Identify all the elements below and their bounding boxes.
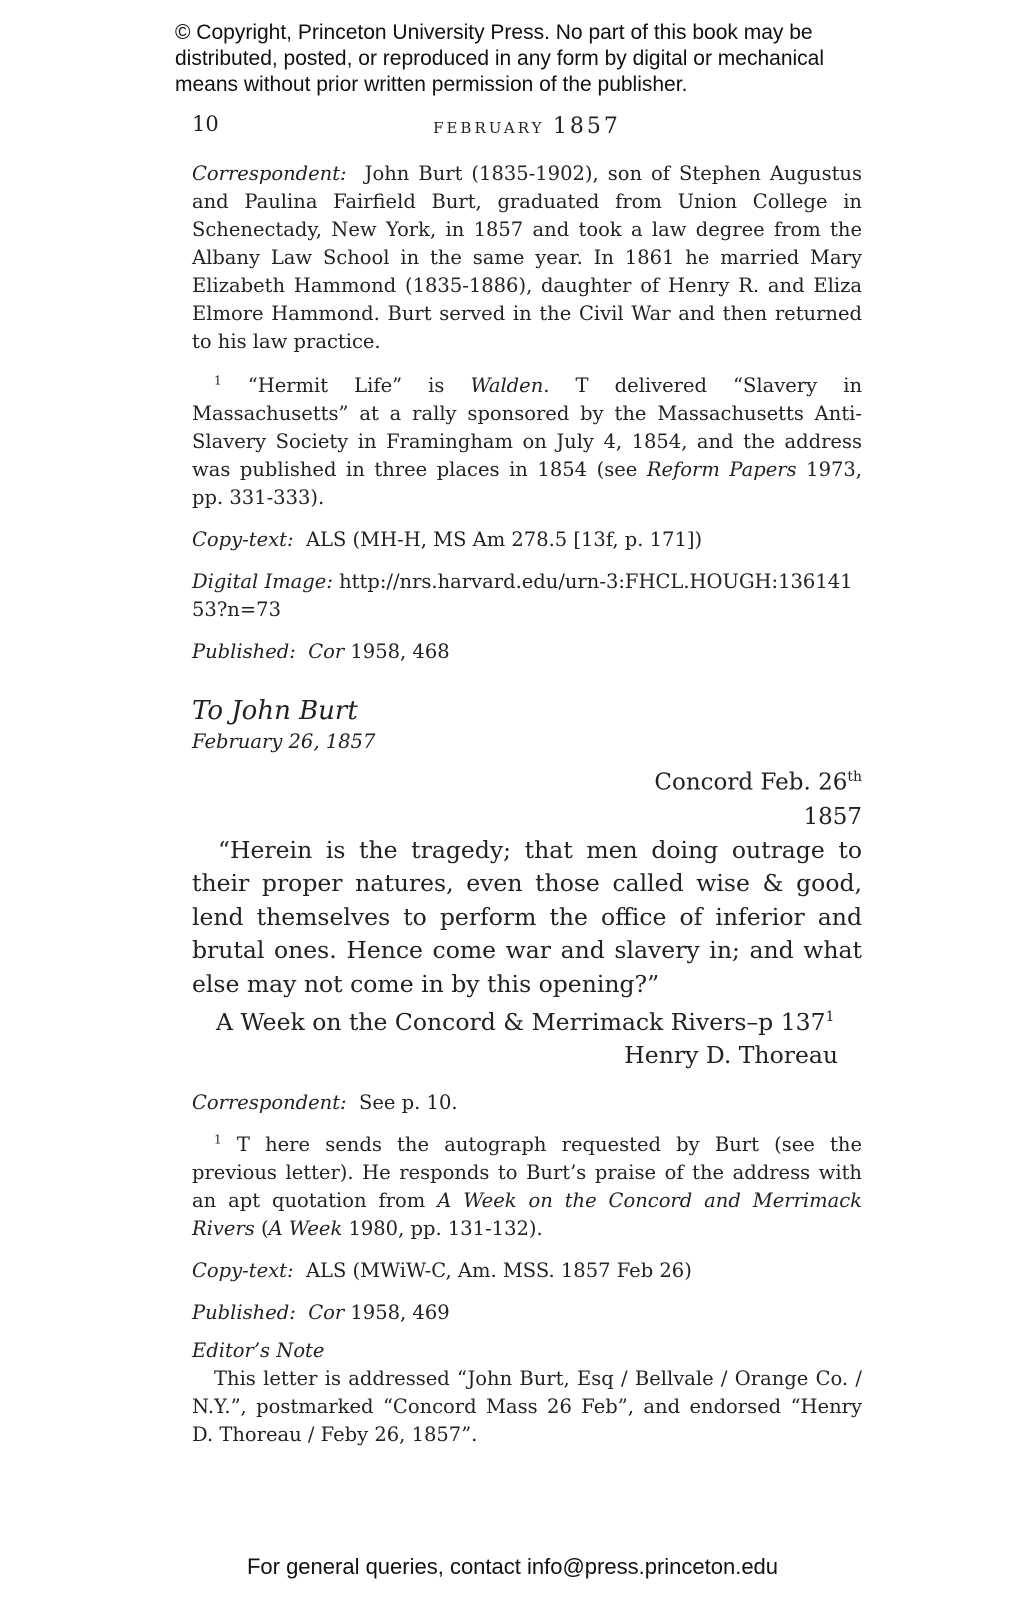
- footnote-title-week: A Week on the Concord and Merrimack Rivers: [192, 1188, 862, 1240]
- running-title-month: february: [433, 114, 545, 139]
- letter-dateline: [192, 760, 862, 800]
- copyright-notice: [175, 20, 895, 98]
- footnote: [192, 372, 862, 512]
- copytext-value: ALS (MWiW-C, Am. MSS. 1857 Feb 26): [305, 1258, 692, 1282]
- letter-source: [192, 1001, 862, 1039]
- footnote-text: 1973, pp. 331-333).: [192, 458, 862, 509]
- published-cor: Cor: [308, 640, 345, 663]
- editor-note-heading: Editor’s Note: [192, 1338, 325, 1362]
- correspondent-note: [192, 160, 862, 356]
- footnote-text: T here sends the autograph requested by Burt (see the previous letter). He responds to Burt’s praise of the address with an apt quotation from: [192, 1132, 862, 1212]
- running-head: [192, 112, 862, 142]
- footnote-2: [192, 1131, 862, 1243]
- copytext-note-2: [192, 1257, 862, 1285]
- published-note: [192, 638, 862, 666]
- editor-note-text: This letter is addressed “John Burt, Esq / Bellvale / Orange Co. / N.Y.”, postmarked “Concord Mass 26 Feb”, and endorsed “Henry D. Thoreau / Feby 26, 1857”.: [192, 1366, 862, 1446]
- source-marker: 1: [825, 1009, 835, 1026]
- digital-image-url: http://nrs.harvard.edu/urn-3:FHCL.HOUGH:13614153?n=73: [192, 570, 853, 621]
- letter-body: “Herein is the tragedy; that men doing outrage to their proper natures, even those called wise & good, lend themselves to perform the office of inferior and brutal ones. Hence come war and slavery in; and what else may not come in by this opening?”: [192, 835, 862, 998]
- correspondent-label: Correspondent:: [192, 162, 347, 185]
- footnote-title-week-short: A Week: [268, 1216, 343, 1240]
- footnote-title-reform: Reform Papers: [646, 458, 797, 481]
- copytext-value: ALS (MH-H, MS Am 278.5 [13f, p. 171]): [305, 528, 703, 551]
- footnote-marker: 1: [214, 373, 222, 388]
- letter-date: February 26, 1857: [192, 730, 376, 753]
- footnote-text: (: [254, 1216, 269, 1240]
- digital-image-label: Digital Image:: [192, 570, 333, 593]
- copyright-line: means without prior written permission of the publisher.: [175, 73, 688, 96]
- letter-title: To John Burt: [192, 696, 358, 726]
- copytext-label: Copy-text:: [192, 1258, 294, 1282]
- footnote-text: 1980, pp. 131-132).: [342, 1216, 543, 1240]
- published-label: Published:: [192, 640, 296, 663]
- footer-contact: For general queries, contact info@press.princeton.edu: [246, 1554, 779, 1579]
- footnote-text: . T delivered “Slavery in Massachusetts” at a rally sponsored by the Massachusetts Anti-Slavery Society in Framingham on July 4, 1854, and the address was published in three places in 1854 (see: [192, 374, 863, 481]
- copyright-line: distributed, posted, or reproduced in any form by digital or mechanical: [175, 47, 825, 70]
- dateline-place: Concord Feb. 26: [654, 769, 848, 796]
- copytext-note: [192, 526, 862, 554]
- page-number: 10: [192, 112, 219, 136]
- published-note-2: [192, 1299, 862, 1327]
- source-text: A Week on the Concord & Merrimack Rivers–p 137: [216, 1007, 826, 1036]
- letter-signature: Henry D. Thoreau: [624, 1041, 838, 1070]
- copytext-label: Copy-text:: [192, 528, 294, 551]
- running-title: [192, 114, 862, 139]
- digital-image-note: [192, 568, 862, 624]
- page-content: [192, 160, 862, 1449]
- correspondent-text: See p. 10.: [359, 1090, 458, 1114]
- published-value: 1958, 468: [344, 640, 450, 663]
- correspondent-text: John Burt (1835-1902), son of Stephen Augustus and Paulina Fairfield Burt, graduated from Union College in Schenectady, New York, in 1857 and took a law degree from the Albany Law School in the same year. In 1861 he married Mary Elizabeth Hammond (1835-1886), daughter of Henry R. and Eliza Elmore Hammond. Burt served in the Civil War and then returned to his law practice.: [192, 162, 862, 353]
- published-cor: Cor: [308, 1300, 345, 1324]
- footnote-text: “Hermit Life” is: [247, 374, 471, 397]
- running-title-year: 1857: [552, 114, 621, 139]
- dateline-year: 1857: [803, 803, 862, 830]
- correspondent-note-2: [192, 1089, 862, 1117]
- copyright-line: © Copyright, Princeton University Press. No part of this book may be: [175, 21, 813, 44]
- dateline-sup: th: [847, 769, 862, 785]
- published-label: Published:: [192, 1300, 296, 1324]
- footnote-title-walden: Walden: [470, 374, 544, 397]
- published-value: 1958, 469: [344, 1300, 450, 1324]
- footnote-marker: 1: [214, 1132, 222, 1147]
- correspondent-label: Correspondent:: [192, 1090, 347, 1114]
